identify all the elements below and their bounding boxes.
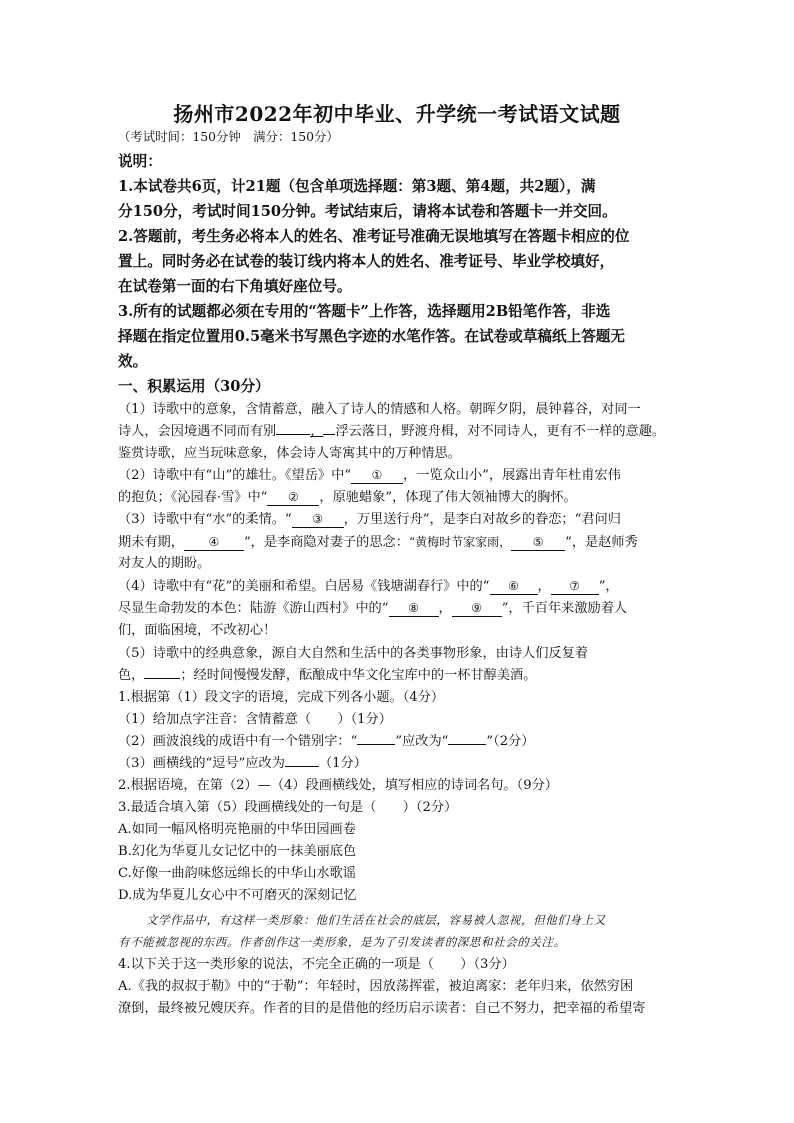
question-2-stem: 2.根据语境，在第（2）—（4）段画横线处，填写相应的诗词名句。（9分） — [118, 778, 558, 793]
paragraph-5-line — [118, 666, 536, 686]
blank-number: ② — [288, 490, 299, 504]
text-segment: ，万里送行舟”，是李白对故乡的眷恋；“君问归 — [343, 512, 621, 527]
question-1-sub-1: （1）给加点字注音：含情蓄意（ ）（1分） — [118, 712, 392, 727]
passage-line: 文学作品中，有这样一类形象：他们生活在社会的底层，容易被人忽视，但他们身上又 — [146, 913, 606, 927]
paragraph-3-line: 对友人的期盼。 — [118, 556, 211, 571]
instruction-line: 效。 — [118, 353, 148, 370]
underlined-phrase — [276, 434, 310, 435]
instruction-line: 3.所有的试题都必须在专用的“答题卡”上作答，选择题用2B铅笔作答，非选 — [118, 303, 611, 320]
instruction-line: 2.答题前，考生务必将本人的姓名、准考证号准确无误地填写在答题卡相应的位 — [118, 228, 630, 245]
text-segment: ，原驰蜡象”，体现了伟大领袖博大的胸怀。 — [319, 490, 577, 505]
blank-number: ④ — [208, 535, 220, 549]
text-segment: （4）诗歌中有“花”的美丽和希望。白居易《钱塘湖春行》中的“ — [118, 579, 490, 594]
underlined-comma: ， — [310, 424, 324, 439]
text-segment: （2）诗歌中有“山”的雄壮。《望岳》中“ — [118, 468, 352, 483]
text-segment: ， — [438, 601, 452, 616]
text-segment: 期未有期， — [118, 535, 184, 550]
text-segment: （1分） — [318, 756, 367, 771]
blank-number: ⑨ — [471, 601, 483, 615]
paragraph-2-line — [118, 466, 621, 486]
text-segment: 色， — [118, 668, 145, 683]
text-segment: （3）画横线的“逗号”应改为 — [118, 756, 285, 771]
blank-number: ⑥ — [508, 579, 519, 593]
option-d[interactable]: D.成为华夏儿女心中不可磨灭的深刻记忆 — [118, 888, 357, 903]
paragraph-4-line: 们，面临困境，不改初心！ — [118, 623, 277, 638]
text-segment: 浮云落日，野渡舟楫，对不同诗人，更有不一样的意趣。 — [335, 424, 666, 439]
exam-duration-info: （考试时间：150分钟 满分：150分） — [118, 129, 339, 144]
question-4-stem: 4.以下关于这一类形象的说法，不完全正确的一项是（ ）（3分） — [118, 957, 515, 972]
text-segment: ”， — [598, 579, 619, 594]
answer-blank-7[interactable] — [551, 578, 599, 595]
paragraph-2-line — [118, 488, 577, 508]
instruction-line: 1.本试卷共6页，计21题（包含单项选择题：第3题、第4题，共2题），满 — [118, 178, 596, 195]
passage-line: 有不能被忽视的东西。作者创作这一类形象，是为了引发读者的深思和社会的关注。 — [118, 935, 566, 949]
question-3-stem: 3.最适合填入第（5）段画横线处的一句是（ ）（2分） — [118, 800, 458, 815]
instruction-line: 置上。同时务必在试卷的装订线内将本人的姓名、准考证号、毕业学校填好， — [118, 253, 615, 270]
text-segment: 诗人，会因境遇不同而有别 — [118, 424, 277, 439]
blank-number: ③ — [312, 512, 324, 526]
answer-blank-correct-char[interactable] — [448, 744, 486, 745]
answer-blank-2[interactable] — [267, 489, 319, 506]
answer-blank-para5[interactable] — [144, 678, 180, 679]
blank-number: ⑦ — [569, 579, 581, 593]
text-segment: ；经时间慢慢发酵，酝酿成中华文化宝库中的一杯甘醇美酒。 — [180, 668, 537, 683]
answer-blank-1[interactable] — [351, 467, 403, 484]
instruction-line: 择题在指定位置用0.5毫米书写黑色字迹的水笔作答。在试卷或草稿纸上答题无 — [118, 328, 625, 345]
instructions-heading: 说明： — [118, 153, 162, 170]
answer-blank-punctuation[interactable] — [285, 766, 319, 767]
paragraph-1-line: （1）诗歌中的意象，含情蓄意，融入了诗人的情感和人格。朝晖夕阴，晨钟暮谷，对同一 — [118, 402, 641, 417]
paragraph-4-line — [118, 577, 619, 597]
text-segment: 尽显生命勃发的本色：陆游《游山西村》中的“ — [118, 601, 389, 616]
text-segment: ， — [537, 579, 551, 594]
paragraph-1-line — [118, 422, 665, 442]
question-1-stem: 1.根据第（1）段文字的语境，完成下列各小题。（4分） — [118, 690, 445, 705]
answer-blank-8[interactable] — [389, 600, 439, 617]
answer-blank-wrong-char[interactable] — [357, 744, 395, 745]
text-segment: 的抱负；《沁园春·雪》中“ — [118, 490, 268, 505]
quoted-verse: “黄梅时节家家雨， — [408, 535, 512, 549]
paragraph-4-line — [118, 599, 627, 619]
paragraph-3-line — [118, 510, 621, 530]
option-c[interactable]: C.好像一曲韵味悠远绵长的中华山水歌谣 — [118, 866, 356, 881]
blank-number: ⑧ — [408, 601, 419, 615]
option-a-line[interactable]: A.《我的叔叔于勒》中的“于勒”：年轻时，因放荡挥霍，被迫离家：老年归来，依然穷困 — [118, 979, 634, 994]
text-segment: ”应改为“ — [395, 734, 449, 749]
blank-number: ⑤ — [532, 535, 544, 549]
paragraph-5-line: （5）诗歌中的经典意象，源自大自然和生活中的各类事物形象，由诗人们反复着 — [118, 646, 588, 661]
answer-blank-5[interactable] — [511, 534, 565, 551]
paragraph-3-line — [118, 532, 638, 553]
page-title: 扬州市2022年初中毕业、升学统一考试语文试题 — [173, 102, 621, 126]
answer-blank-3[interactable] — [292, 511, 344, 528]
blank-number: ① — [371, 468, 383, 482]
text-segment: ”，是李商隐对妻子的思念： — [243, 535, 409, 550]
section-heading: 一、积累运用（30分） — [118, 378, 270, 395]
text-segment: ，一览众山小”，展露出青年杜甫宏伟 — [403, 468, 621, 483]
text-segment: ”，千百年来激励着人 — [501, 601, 628, 616]
option-b[interactable]: B.幻化为华夏儿女记忆中的一抹美丽底色 — [118, 844, 357, 859]
answer-blank-4[interactable] — [184, 534, 244, 551]
answer-blank-6[interactable] — [490, 578, 538, 595]
underlined-phrase — [323, 434, 335, 435]
text-segment: （3）诗歌中有“水”的柔情。“ — [118, 512, 292, 527]
option-a[interactable]: A.如同一幅风格明亮艳丽的中华田园画卷 — [118, 822, 356, 837]
text-segment: （2）画波浪线的成语中有一个错别字：“ — [118, 734, 358, 749]
paragraph-1-line: 鉴赏诗歌，应当玩味意象，体会诗人寄寓其中的万种情思。 — [118, 446, 461, 461]
question-1-sub-2 — [118, 732, 534, 752]
instruction-line: 分150分，考试时间150分钟。考试结束后，请将本试卷和答题卡一并交回。 — [118, 203, 617, 220]
option-a-line: 潦倒，最终被兄嫂厌弃。作者的目的是借他的经历启示读者：自己不努力，把幸福的希望寄 — [118, 1001, 646, 1016]
text-segment: ”，是赵师秀 — [565, 535, 638, 550]
answer-blank-9[interactable] — [452, 600, 502, 617]
instruction-line: 在试卷第一面的右下角填好座位号。 — [118, 278, 352, 295]
text-segment: ”（2分） — [486, 734, 535, 749]
question-1-sub-3 — [118, 754, 367, 774]
